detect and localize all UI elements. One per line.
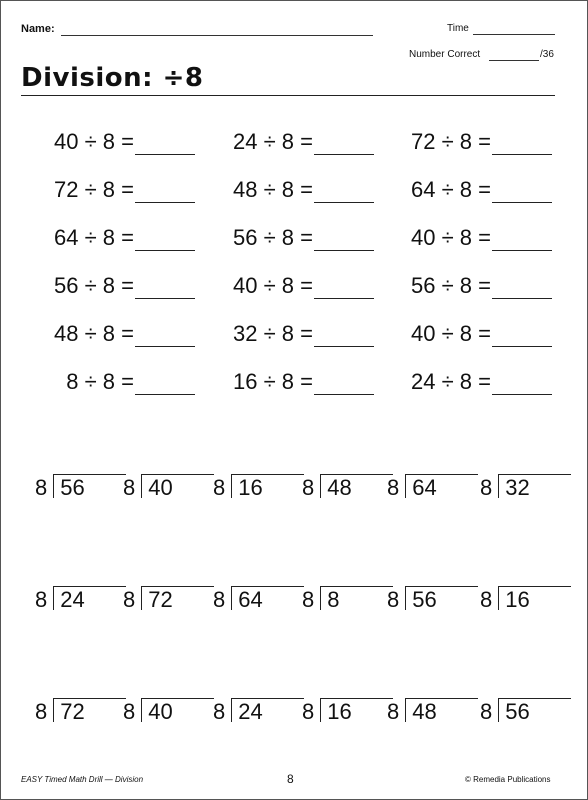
problem-expression: 56 ÷ 8 = — [54, 273, 134, 298]
problem-expression: 72 ÷ 8 = — [411, 129, 491, 154]
long-division-problem[interactable] — [123, 583, 214, 613]
dividend: 72 — [53, 698, 126, 725]
footer-publisher: © Remedia Publications — [465, 775, 551, 784]
problem-expression: 40 ÷ 8 = — [411, 321, 491, 346]
long-division-problem[interactable] — [480, 695, 571, 725]
long-division-problem[interactable] — [35, 583, 126, 613]
dividend: 64 — [231, 586, 304, 613]
problem-row — [1, 369, 587, 417]
answer-blank[interactable] — [492, 324, 552, 347]
answer-blank[interactable] — [492, 132, 552, 155]
division-problem — [14, 129, 195, 155]
division-problem — [193, 225, 374, 251]
problem-expression: 24 ÷ 8 = — [233, 129, 313, 154]
problem-row — [1, 129, 587, 177]
dividend: 64 — [405, 474, 478, 501]
long-division-problem[interactable] — [35, 471, 126, 501]
problem-expression: 8 ÷ 8 = — [66, 369, 134, 394]
dividend: 56 — [498, 698, 571, 725]
divisor: 8 — [387, 475, 400, 500]
page-title: Division: ÷8 — [21, 63, 204, 93]
problem-expression: 56 ÷ 8 = — [233, 225, 313, 250]
answer-blank[interactable] — [135, 372, 195, 395]
problem-expression: 64 ÷ 8 = — [411, 177, 491, 202]
number-correct-label: Number Correct — [409, 49, 481, 60]
divisor: 8 — [35, 475, 48, 500]
dividend: 16 — [231, 474, 304, 501]
division-problem — [14, 177, 195, 203]
division-problem — [371, 369, 552, 395]
problem-expression: 40 ÷ 8 = — [54, 129, 134, 154]
answer-blank[interactable] — [135, 228, 195, 251]
problem-row — [1, 225, 587, 273]
problem-expression: 48 ÷ 8 = — [233, 177, 313, 202]
page-number: 8 — [287, 772, 294, 786]
number-correct-line[interactable] — [489, 60, 539, 61]
dividend: 24 — [53, 586, 126, 613]
division-problem — [371, 225, 552, 251]
long-division-problem[interactable] — [302, 471, 393, 501]
dividend: 48 — [320, 474, 393, 501]
answer-blank[interactable] — [314, 132, 374, 155]
division-problem — [14, 273, 195, 299]
division-problem — [193, 129, 374, 155]
long-division-problem[interactable] — [123, 471, 214, 501]
name-line[interactable] — [61, 35, 373, 36]
problem-row — [1, 321, 587, 369]
footer-title: EASY Timed Math Drill — Division — [21, 775, 144, 784]
long-division-problem[interactable] — [123, 695, 214, 725]
problem-grid — [1, 129, 587, 417]
answer-blank[interactable] — [492, 372, 552, 395]
answer-blank[interactable] — [492, 180, 552, 203]
answer-blank[interactable] — [135, 276, 195, 299]
divisor: 8 — [302, 475, 315, 500]
time-line[interactable] — [473, 34, 555, 35]
dividend: 16 — [498, 586, 571, 613]
name-label: Name: — [21, 23, 55, 35]
divisor: 8 — [387, 699, 400, 724]
divisor: 8 — [213, 475, 226, 500]
division-problem — [193, 273, 374, 299]
answer-blank[interactable] — [314, 372, 374, 395]
division-problem — [14, 369, 195, 395]
long-division-problem[interactable] — [213, 583, 304, 613]
divisor: 8 — [123, 587, 136, 612]
problem-expression: 64 ÷ 8 = — [54, 225, 134, 250]
long-division-problem[interactable] — [480, 471, 571, 501]
problem-row — [1, 273, 587, 321]
long-division-problem[interactable] — [387, 695, 478, 725]
answer-blank[interactable] — [314, 276, 374, 299]
problem-expression: 16 ÷ 8 = — [233, 369, 313, 394]
dividend: 40 — [141, 474, 214, 501]
problem-row — [1, 177, 587, 225]
answer-blank[interactable] — [492, 228, 552, 251]
answer-blank[interactable] — [135, 180, 195, 203]
dividend: 16 — [320, 698, 393, 725]
answer-blank[interactable] — [314, 180, 374, 203]
divisor: 8 — [387, 587, 400, 612]
time-label: Time — [447, 23, 469, 34]
dividend: 40 — [141, 698, 214, 725]
long-division-problem[interactable] — [213, 471, 304, 501]
division-problem — [371, 273, 552, 299]
problem-expression: 24 ÷ 8 = — [411, 369, 491, 394]
answer-blank[interactable] — [135, 324, 195, 347]
problem-expression: 48 ÷ 8 = — [54, 321, 134, 346]
answer-blank[interactable] — [135, 132, 195, 155]
problem-expression: 56 ÷ 8 = — [411, 273, 491, 298]
dividend: 24 — [231, 698, 304, 725]
divisor: 8 — [302, 699, 315, 724]
division-problem — [371, 177, 552, 203]
divisor: 8 — [35, 699, 48, 724]
division-problem — [371, 129, 552, 155]
division-problem — [14, 225, 195, 251]
divisor: 8 — [302, 587, 315, 612]
long-division-problem[interactable] — [302, 583, 393, 613]
answer-blank[interactable] — [492, 276, 552, 299]
answer-blank[interactable] — [314, 228, 374, 251]
divisor: 8 — [123, 475, 136, 500]
division-problem — [193, 321, 374, 347]
dividend: 56 — [53, 474, 126, 501]
dividend: 56 — [405, 586, 478, 613]
division-problem — [14, 321, 195, 347]
long-division-problem[interactable] — [387, 471, 478, 501]
divisor: 8 — [213, 699, 226, 724]
dividend: 32 — [498, 474, 571, 501]
divisor: 8 — [480, 587, 493, 612]
long-division-problem[interactable] — [480, 583, 571, 613]
long-division-problem[interactable] — [302, 695, 393, 725]
problem-expression: 40 ÷ 8 = — [233, 273, 313, 298]
long-division-problem[interactable] — [213, 695, 304, 725]
long-division-problem[interactable] — [387, 583, 478, 613]
divisor: 8 — [480, 699, 493, 724]
dividend: 8 — [320, 586, 393, 613]
problem-expression: 40 ÷ 8 = — [411, 225, 491, 250]
number-correct-total: /36 — [540, 49, 554, 60]
divisor: 8 — [123, 699, 136, 724]
title-rule — [21, 95, 555, 96]
long-division-problem[interactable] — [35, 695, 126, 725]
dividend: 48 — [405, 698, 478, 725]
divisor: 8 — [213, 587, 226, 612]
problem-expression: 72 ÷ 8 = — [54, 177, 134, 202]
division-problem — [371, 321, 552, 347]
divisor: 8 — [480, 475, 493, 500]
answer-blank[interactable] — [314, 324, 374, 347]
division-problem — [193, 177, 374, 203]
division-problem — [193, 369, 374, 395]
problem-expression: 32 ÷ 8 = — [233, 321, 313, 346]
dividend: 72 — [141, 586, 214, 613]
divisor: 8 — [35, 587, 48, 612]
